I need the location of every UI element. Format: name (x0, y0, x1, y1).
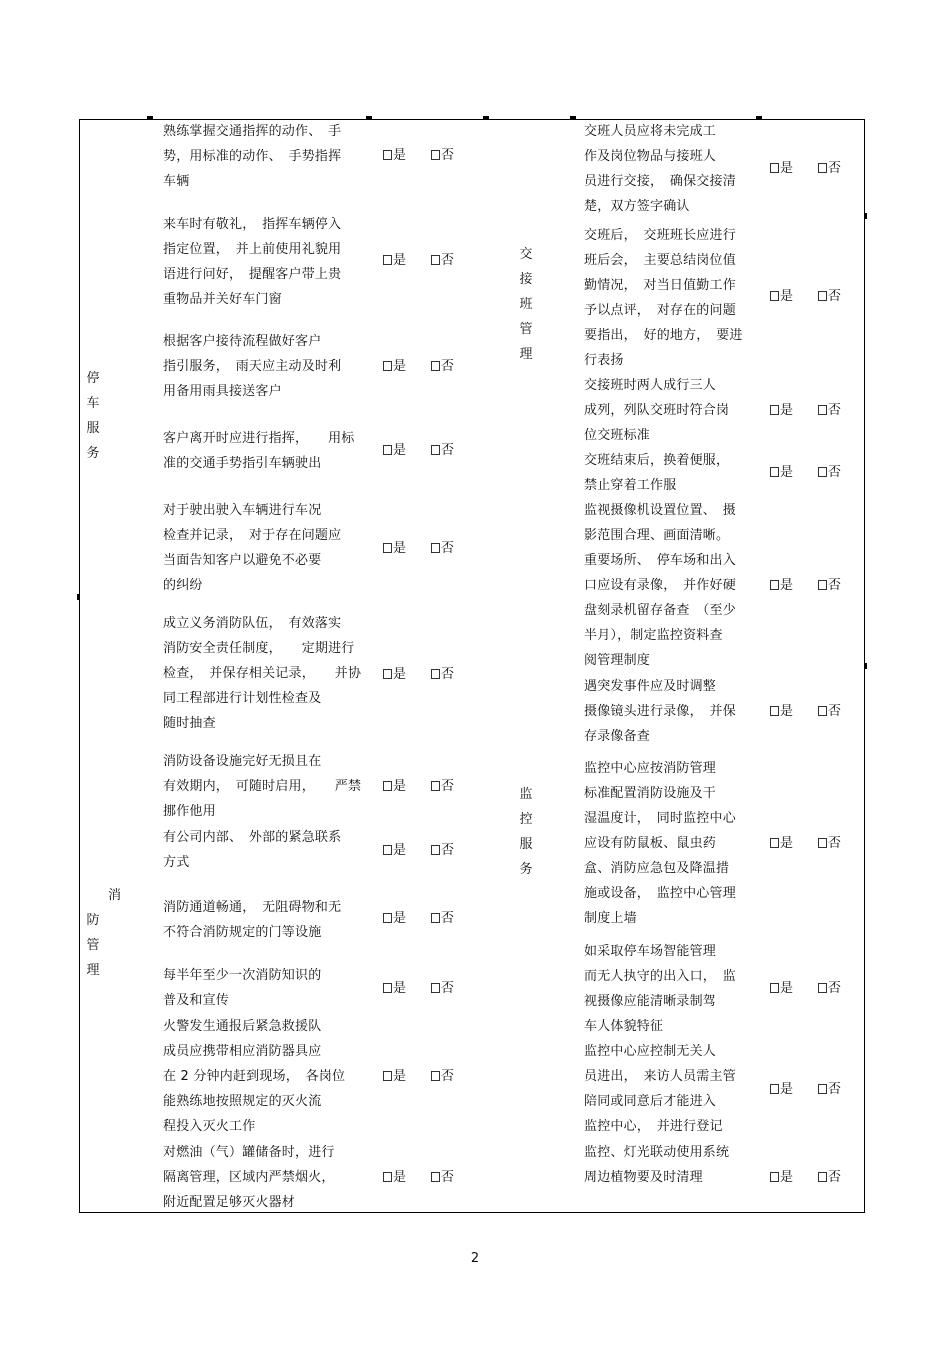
left-item-text: 根据客户接待流程做好客户 指引服务， 雨天应主动及时利 用备用雨具接送客户 (163, 334, 342, 399)
no-checkbox[interactable]: 否 (818, 1170, 841, 1186)
right-item-text: 监控、灯光联动使用系统 周边植物要及时清理 (584, 1145, 730, 1185)
yes-checkbox[interactable]: 是 (383, 541, 406, 557)
yes-checkbox[interactable]: 是 (770, 981, 793, 997)
yes-checkbox[interactable]: 是 (770, 704, 793, 720)
right-item-text: 监控中心应控制无关人 员进出， 来访人员需主管 陪同或同意后才能进入 监控中心， 并进行登记 (584, 1044, 736, 1134)
category-fire-management-top: 消 (108, 888, 122, 903)
left-item-text: 每半年至少一次消防知识的 普及和宣传 (163, 968, 322, 1008)
row-tick (77, 594, 80, 600)
row-tick (864, 213, 867, 219)
yes-checkbox[interactable]: 是 (383, 843, 406, 859)
no-checkbox[interactable]: 否 (431, 911, 454, 927)
no-checkbox[interactable]: 否 (431, 667, 454, 683)
column-tick (147, 116, 153, 120)
no-checkbox[interactable]: 否 (818, 981, 841, 997)
yes-checkbox[interactable]: 是 (770, 465, 793, 481)
yes-checkbox[interactable]: 是 (383, 443, 406, 459)
left-item-text: 熟练掌握交通指挥的动作、 手 势，用标准的动作、 手势指挥 车辆 (163, 124, 342, 189)
right-item-text: 如采取停车场智能管理 而无人执守的出入口， 监 视摄像应能清晰录制驾 车人体貌特征 (584, 944, 736, 1034)
right-item-text: 遇突发事件应及时调整 摄像镜头进行录像， 并保 存录像备查 (584, 679, 736, 744)
category-fire-management: 防 管 理 (86, 913, 100, 978)
left-item-text: 火警发生通报后紧急救援队 成员应携带相应消防器具应 在 2 分钟内赶到现场， 各岗位 能熟练地按照规定的灭火流 程投入灭火工作 (163, 1019, 346, 1134)
no-checkbox[interactable]: 否 (818, 1082, 841, 1098)
row-tick (864, 663, 867, 669)
no-checkbox[interactable]: 否 (818, 403, 841, 419)
left-item-text: 来车时有敬礼， 指挥车辆停入 指定位置， 并上前使用礼貌用 语进行问好， 提醒客户带上贵 重物品并关好车门窗 (163, 217, 342, 307)
no-checkbox[interactable]: 否 (431, 148, 454, 164)
no-checkbox[interactable]: 否 (431, 981, 454, 997)
no-checkbox[interactable]: 否 (818, 161, 841, 177)
yes-checkbox[interactable]: 是 (383, 911, 406, 927)
no-checkbox[interactable]: 否 (818, 289, 841, 305)
left-item-text: 客户离开时应进行指挥， 用标 准的交通手势指引车辆驶出 (163, 431, 355, 471)
right-item-text: 交班人员应将未完成工 作及岗位物品与接班人 员进行交接， 确保交接清 楚，双方签字确认 (584, 124, 736, 214)
left-item-text: 对于驶出驶入车辆进行车况 检查并记录， 对于存在问题应 当面告知客户以避免不必要 的纠纷 (163, 503, 342, 593)
yes-checkbox[interactable]: 是 (770, 161, 793, 177)
right-item-text: 交接班时两人成行三人 成列，列队交班时符合岗 位交班标准 (584, 378, 730, 443)
no-checkbox[interactable]: 否 (431, 359, 454, 375)
no-checkbox[interactable]: 否 (431, 843, 454, 859)
yes-checkbox[interactable]: 是 (770, 1082, 793, 1098)
category-shift-handover: 交 接 班 管 理 (519, 247, 533, 362)
right-item-text: 监视摄像机设置位置、 摄 影范围合理、画面清晰。 重要场所、 停车场和出入 口应设有录像， 并作好硬 盘刻录机留存备查 （至少 半月），制定监控资料查 阅管理制度 (584, 503, 736, 668)
no-checkbox[interactable]: 否 (431, 779, 454, 795)
column-tick (483, 116, 489, 120)
yes-checkbox[interactable]: 是 (383, 779, 406, 795)
yes-checkbox[interactable]: 是 (383, 1170, 406, 1186)
yes-checkbox[interactable]: 是 (770, 578, 793, 594)
yes-checkbox[interactable]: 是 (770, 289, 793, 305)
no-checkbox[interactable]: 否 (818, 578, 841, 594)
yes-checkbox[interactable]: 是 (383, 981, 406, 997)
page-number: 2 (470, 1251, 480, 1266)
no-checkbox[interactable]: 否 (431, 1069, 454, 1085)
yes-checkbox[interactable]: 是 (383, 148, 406, 164)
right-item-text: 交班后， 交班班长应进行 班后会， 主要总结岗位值 勤情况， 对当日值勤工作 予以点评， 对存在的问题 要指出， 好的地方， 要进 行表扬 (584, 228, 743, 368)
no-checkbox[interactable]: 否 (431, 253, 454, 269)
no-checkbox[interactable]: 否 (818, 836, 841, 852)
yes-checkbox[interactable]: 是 (383, 1069, 406, 1085)
no-checkbox[interactable]: 否 (431, 443, 454, 459)
yes-checkbox[interactable]: 是 (383, 359, 406, 375)
category-parking-service: 停 车 服 务 (86, 371, 100, 461)
column-tick (570, 116, 576, 120)
no-checkbox[interactable]: 否 (818, 465, 841, 481)
left-item-text: 消防设备设施完好无损且在 有效期内， 可随时启用， 严禁 挪作他用 (163, 754, 362, 819)
left-item-text: 对燃油（气）罐储备时，进行 隔离管理，区域内严禁烟火， 附近配置足够灭火器材 (163, 1145, 335, 1210)
left-item-text: 消防通道畅通， 无阻碍物和无 不符合消防规定的门等设施 (163, 900, 342, 940)
no-checkbox[interactable]: 否 (431, 541, 454, 557)
yes-checkbox[interactable]: 是 (770, 403, 793, 419)
right-item-text: 监控中心应按消防管理 标准配置消防设施及干 湿温度计， 同时监控中心 应设有防鼠板、鼠虫药 盒、消防应急包及降温措 施或设备， 监控中心管理 制度上墙 (584, 761, 736, 926)
no-checkbox[interactable]: 否 (431, 1170, 454, 1186)
left-item-text: 成立义务消防队伍， 有效落实 消防安全责任制度， 定期进行 检查， 并保存相关记录， 并协 同工程部进行计划性检查及 随时抽查 (163, 616, 362, 731)
column-tick (366, 116, 372, 120)
yes-checkbox[interactable]: 是 (383, 253, 406, 269)
category-monitor-service: 监 控 服 务 (519, 787, 533, 877)
left-item-text: 有公司内部、 外部的紧急联系 方式 (163, 830, 342, 870)
right-item-text: 交班结束后，换着便服， 禁止穿着工作服 (584, 453, 730, 493)
yes-checkbox[interactable]: 是 (770, 1170, 793, 1186)
yes-checkbox[interactable]: 是 (770, 836, 793, 852)
yes-checkbox[interactable]: 是 (383, 667, 406, 683)
column-tick (756, 116, 762, 120)
no-checkbox[interactable]: 否 (818, 704, 841, 720)
